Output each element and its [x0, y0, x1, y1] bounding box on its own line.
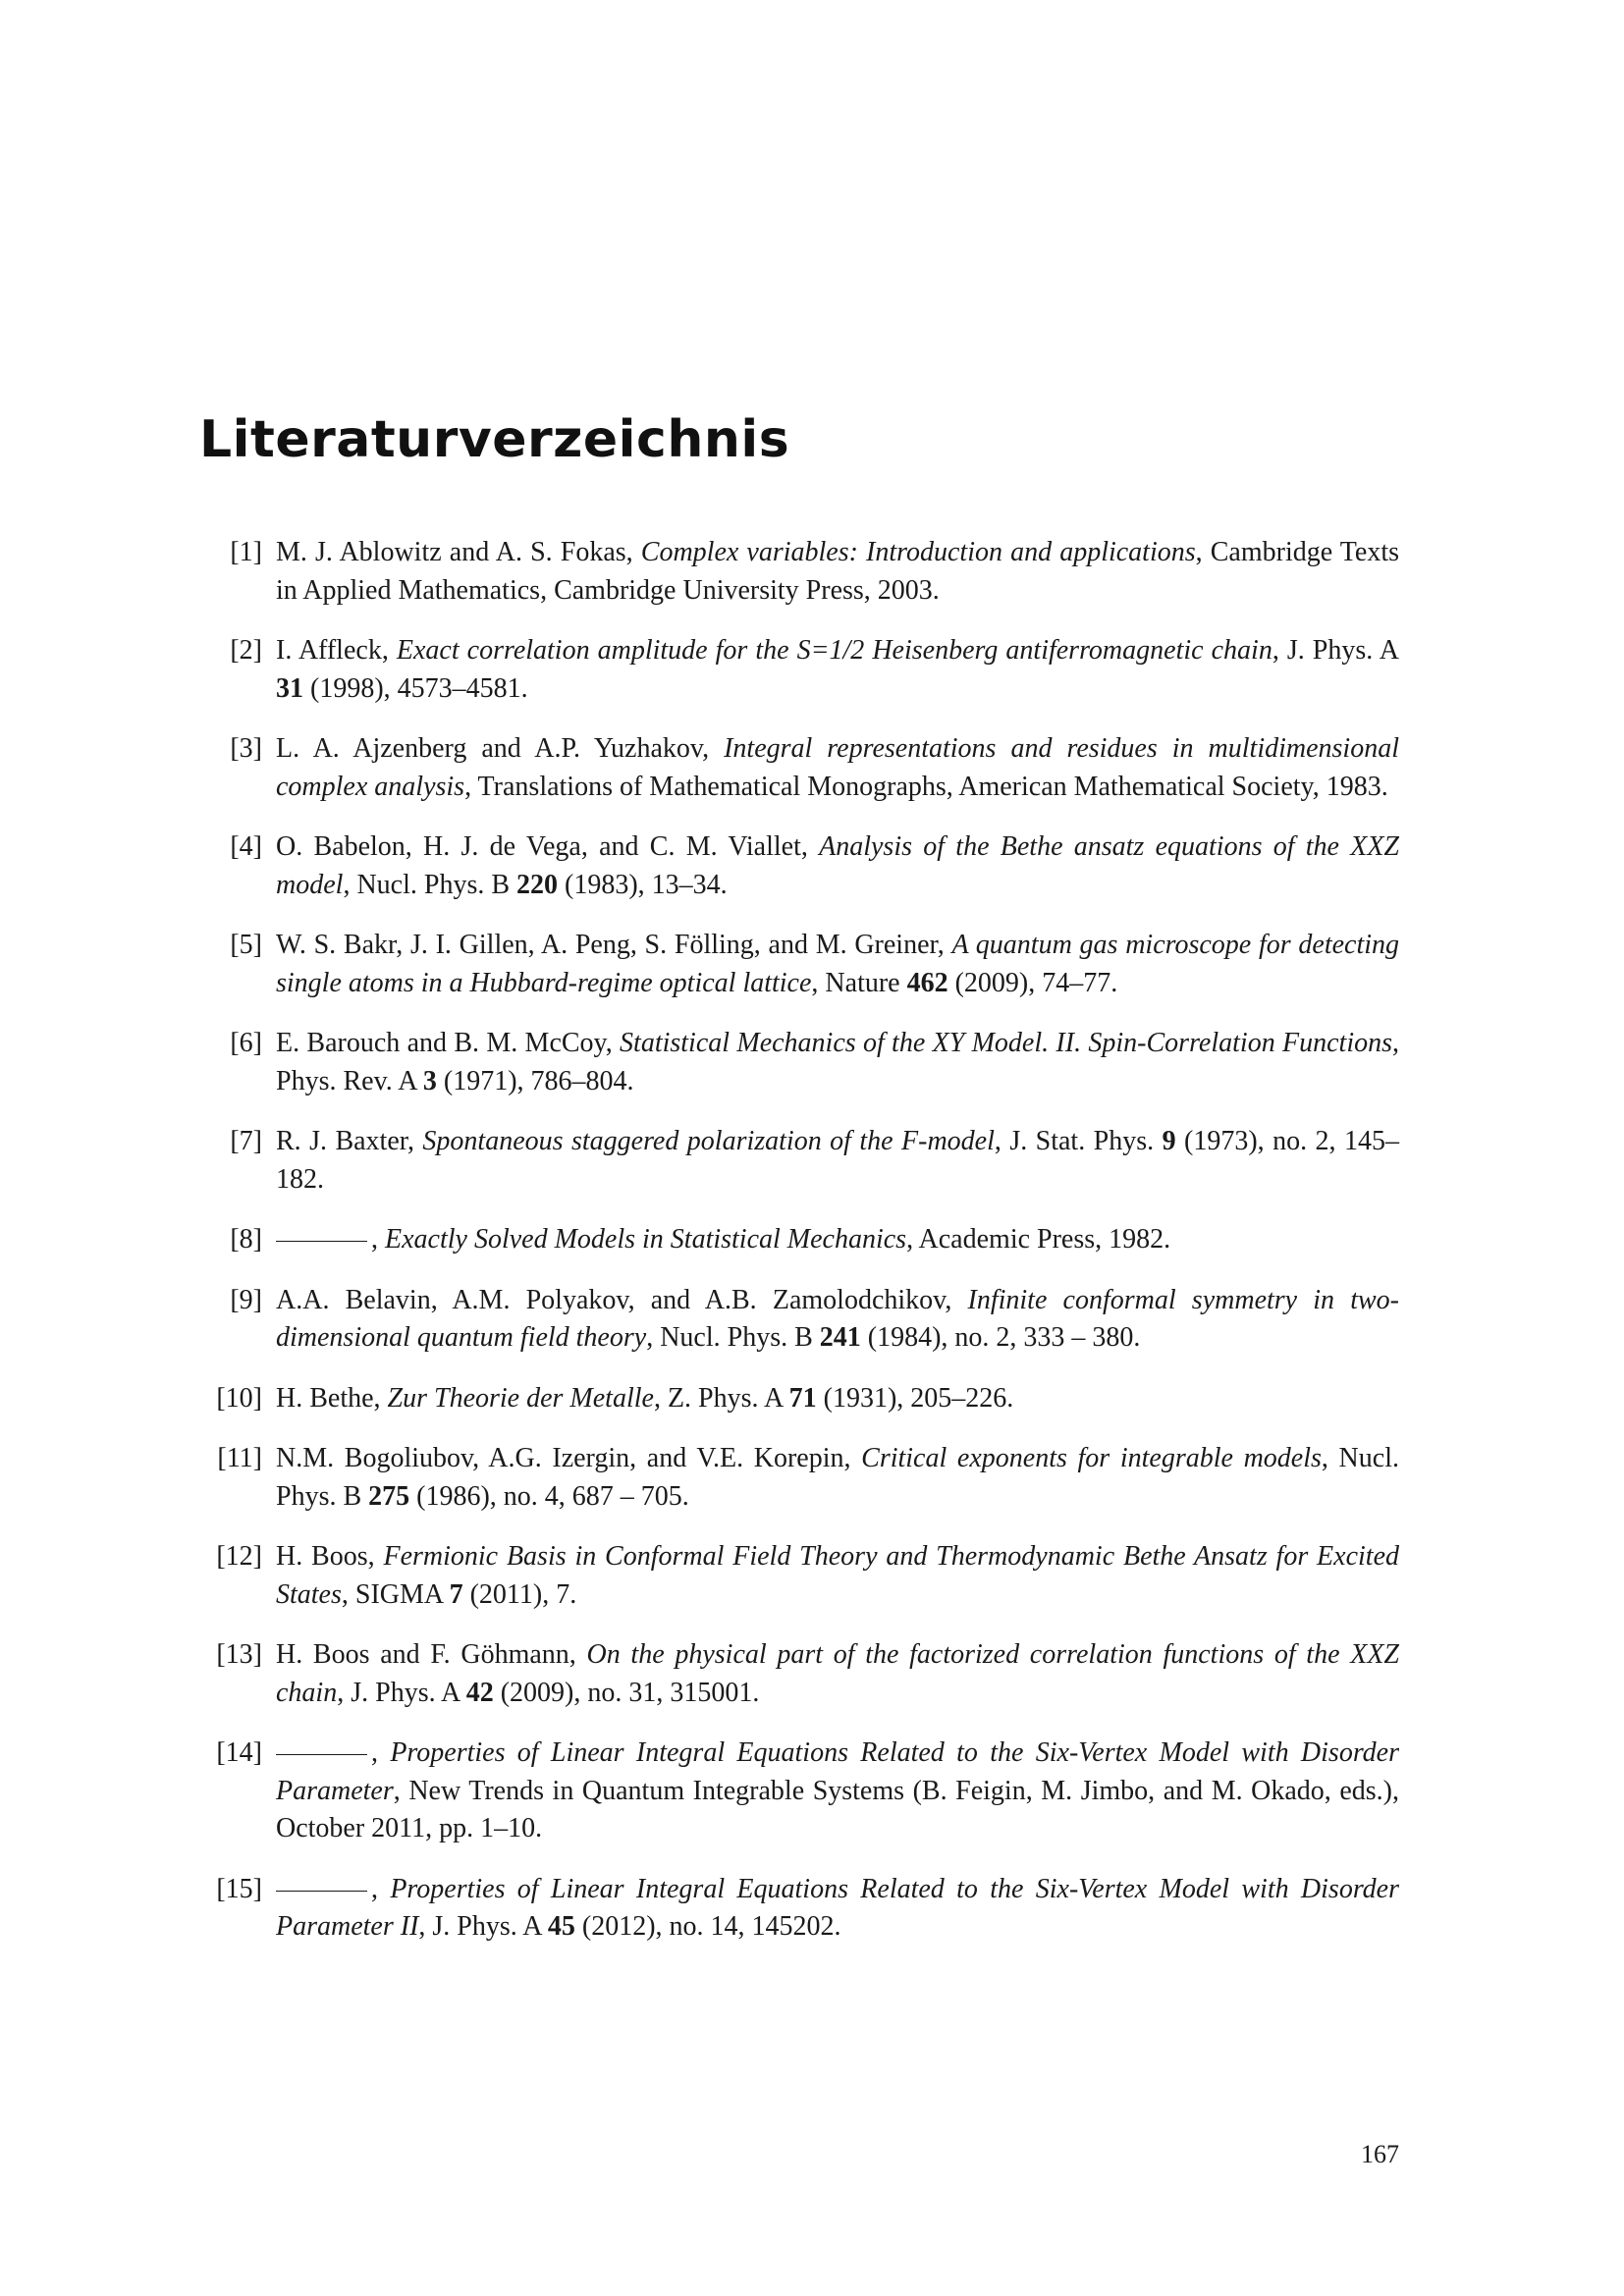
reference-entry: [199, 1538, 1399, 1614]
reference-details: (1973), no. 2, 145–182.: [276, 1126, 1399, 1195]
reference-entry: [199, 1025, 1399, 1100]
reference-details: (2009), no. 31, 315001.: [493, 1677, 760, 1708]
page-title: Literaturverzeichnis: [199, 410, 790, 469]
reference-label: [10]: [216, 1382, 262, 1414]
reference-details: (1984), no. 2, 333 – 380.: [860, 1322, 1141, 1353]
reference-details: , Cambridge Texts in Applied Mathematics, Cambridge University Press, 2003.: [276, 537, 1400, 606]
reference-details: (2009), 74–77.: [947, 967, 1118, 998]
reference-details: (1986), no. 4, 687 – 705.: [409, 1480, 689, 1512]
reference-entry: [199, 1440, 1399, 1516]
reference-entry: [199, 1871, 1399, 1947]
reference-label: [15]: [216, 1873, 262, 1904]
page-number: 167: [1361, 2140, 1399, 2168]
reference-label: [2]: [230, 635, 262, 666]
reference-title: Properties of Linear Integral Equations Related to the Six-Vertex Model with Disorder Parameter: [276, 1737, 1400, 1806]
reference-title: Zur Theorie der Metalle: [387, 1382, 654, 1414]
reference-details: (2012), no. 14, 145202.: [574, 1911, 841, 1942]
reference-label: [12]: [216, 1541, 262, 1572]
reference-volume: 71: [788, 1382, 817, 1414]
reference-details: , New Trends in Quantum Integrable Systems (B. Feigin, M. Jimbo, and M. Okado, eds.), October 2011, pp. 1–10.: [276, 1775, 1399, 1843]
reference-details: (1971), 786–804.: [436, 1065, 634, 1096]
reference-journal: , Phys. Rev. A: [276, 1028, 1399, 1096]
reference-authors: L. A. Ajzenberg and A.P. Yuzhakov,: [276, 733, 725, 764]
reference-entry: [199, 632, 1399, 708]
reference-label: [4]: [230, 831, 262, 862]
reference-entry: [199, 1221, 1399, 1259]
reference-volume: 45: [547, 1911, 575, 1942]
reference-title: Statistical Mechanics of the XY Model. II. Spin-Correlation Functions: [620, 1028, 1392, 1058]
reference-authors: H. Bethe,: [276, 1382, 388, 1414]
reference-journal: , J. Phys. A: [418, 1911, 548, 1942]
reference-journal: , Nucl. Phys. B: [646, 1322, 820, 1353]
reference-label: [1]: [230, 537, 262, 567]
reference-volume: 9: [1162, 1126, 1176, 1156]
reference-title: Properties of Linear Integral Equations Related to the Six-Vertex Model with Disorder Parameter II: [276, 1873, 1400, 1942]
reference-list: [199, 534, 1399, 1969]
reference-journal: , Nucl. Phys. B: [343, 869, 517, 900]
reference-authors: H. Boos and F. Göhmann,: [276, 1639, 587, 1670]
reference-title: Spontaneous staggered polarization of the F-model: [422, 1126, 995, 1156]
same-author-dash: [276, 1241, 367, 1242]
reference-entry: [199, 927, 1399, 1002]
reference-title: Exactly Solved Models in Statistical Mechanics: [385, 1224, 907, 1255]
reference-journal: , J. Stat. Phys.: [994, 1126, 1163, 1156]
reference-label: [9]: [230, 1284, 262, 1315]
reference-title: On the physical part of the factorized correlation functions of the XXZ chain: [276, 1639, 1399, 1708]
reference-label: [13]: [216, 1639, 262, 1670]
reference-journal: , Nature: [811, 967, 907, 998]
reference-volume: 241: [819, 1322, 861, 1353]
reference-volume: 462: [906, 967, 948, 998]
reference-authors: A.A. Belavin, A.M. Polyakov, and A.B. Zamolodchikov,: [276, 1284, 968, 1315]
reference-title: Infinite conformal symmetry in two-dimensional quantum field theory: [276, 1284, 1399, 1353]
reference-authors: H. Boos,: [276, 1541, 384, 1572]
reference-entry: [199, 1123, 1399, 1199]
reference-details: , Translations of Mathematical Monographs, American Mathematical Society, 1983.: [464, 771, 1388, 802]
reference-authors: N.M. Bogoliubov, A.G. Izergin, and V.E. Korepin,: [276, 1443, 862, 1473]
reference-entry: [199, 1282, 1399, 1358]
reference-journal: , Z. Phys. A: [653, 1382, 789, 1414]
reference-details: (1983), 13–34.: [558, 869, 728, 900]
reference-journal: , SIGMA: [341, 1578, 450, 1610]
reference-volume: 7: [449, 1578, 463, 1610]
reference-label: [5]: [230, 930, 262, 960]
reference-authors: W. S. Bakr, J. I. Gillen, A. Peng, S. Fölling, and M. Greiner,: [276, 930, 952, 960]
reference-volume: 220: [516, 869, 559, 900]
reference-journal: , Nucl. Phys. B: [276, 1443, 1399, 1512]
reference-volume: 31: [276, 672, 303, 704]
reference-title: Integral representations and residues in multidimensional complex analysis: [276, 733, 1399, 802]
reference-label: [6]: [230, 1028, 262, 1058]
reference-title: Complex variables: Introduction and applications: [640, 537, 1196, 567]
reference-label: [7]: [230, 1126, 262, 1156]
reference-entry: [199, 828, 1399, 904]
reference-authors: M. J. Ablowitz and A. S. Fokas,: [276, 537, 641, 567]
reference-volume: 42: [465, 1677, 494, 1708]
reference-authors: ,: [371, 1873, 391, 1904]
reference-volume: 275: [368, 1480, 410, 1512]
reference-entry: [199, 534, 1399, 610]
same-author-dash: [276, 1754, 367, 1755]
reference-title: Exact correlation amplitude for the S=1/2 Heisenberg antiferromagnetic chain: [396, 635, 1272, 666]
reference-journal: , J. Phys. A: [337, 1677, 466, 1708]
reference-title: A quantum gas microscope for detecting single atoms in a Hubbard-regime optical lattice: [276, 930, 1400, 998]
reference-title: Critical exponents for integrable models: [861, 1443, 1322, 1473]
reference-title: Analysis of the Bethe ansatz equations of the XXZ model: [276, 831, 1400, 900]
reference-volume: 3: [422, 1065, 437, 1096]
reference-entry: [199, 1636, 1399, 1712]
reference-entry: [199, 730, 1399, 806]
reference-entry: [199, 1735, 1399, 1848]
reference-authors: R. J. Baxter,: [276, 1126, 423, 1156]
reference-details: (1998), 4573–4581.: [303, 672, 528, 704]
reference-label: [11]: [217, 1443, 262, 1473]
reference-details: (1931), 205–226.: [816, 1382, 1014, 1414]
reference-details: , Academic Press, 1982.: [906, 1224, 1171, 1255]
reference-details: (2011), 7.: [462, 1578, 577, 1610]
reference-authors: I. Affleck,: [276, 635, 397, 666]
reference-entry: [199, 1380, 1399, 1418]
reference-authors: ,: [371, 1224, 385, 1255]
reference-journal: , J. Phys. A: [1272, 635, 1399, 666]
reference-label: [8]: [230, 1224, 262, 1255]
reference-title: Fermionic Basis in Conformal Field Theory and Thermodynamic Bethe Ansatz for Excited States: [276, 1541, 1400, 1610]
reference-label: [3]: [230, 733, 262, 764]
reference-authors: E. Barouch and B. M. McCoy,: [276, 1028, 621, 1058]
reference-authors: O. Babelon, H. J. de Vega, and C. M. Viallet,: [276, 831, 820, 862]
reference-authors: ,: [371, 1737, 391, 1768]
reference-label: [14]: [216, 1737, 262, 1768]
same-author-dash: [276, 1891, 367, 1892]
